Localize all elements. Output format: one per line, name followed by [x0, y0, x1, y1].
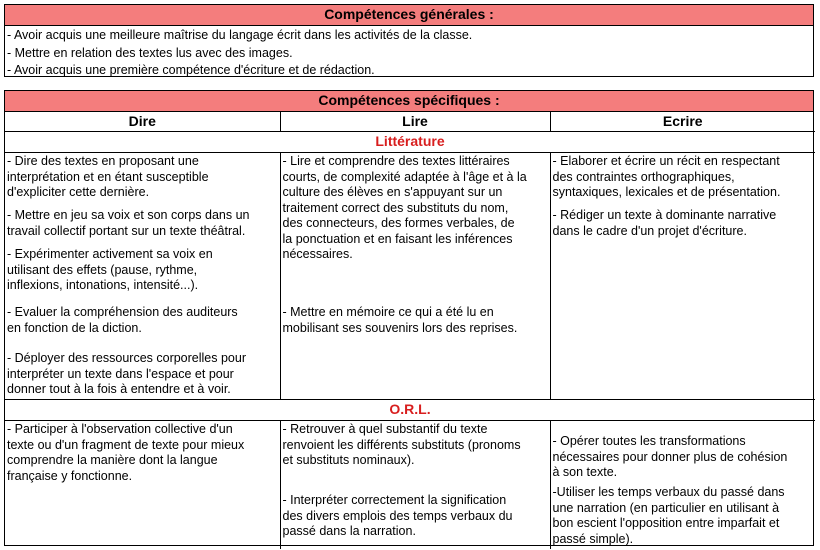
- competence-paragraph: - Opérer toutes les transformations nécessaires pour donner plus de cohésion à son texte.: [552, 434, 788, 479]
- competence-paragraph: - Interpréter correctement la signification des divers emplois des temps verbaux du passé dans la narration.: [282, 493, 513, 538]
- general-competence-item: - Mettre en relation des textes lus avec des images.: [7, 45, 293, 60]
- competences-table: [5, 112, 815, 549]
- section-title-litterature: Littérature: [5, 132, 815, 153]
- competence-paragraph: - Rédiger un texte à dominante narrative dans le cadre d'un projet d'écriture.: [552, 208, 777, 238]
- cell-orl-dire: [5, 421, 280, 550]
- cell-litterature-lire: [280, 153, 550, 400]
- cell-orl-ecrire: [550, 421, 815, 550]
- column-header-ecrire: Ecrire: [550, 112, 815, 132]
- competence-paragraph: - Lire et comprendre des textes littéraires courts, de complexité adaptée à l'âge et à la culture des élèves en s'appuyant sur un traitement correct des substituts du nom, des connecteurs, des formes verbales, de la ponctuation et en faisant les inférences nécessaires.: [282, 154, 527, 261]
- general-competences-box: [4, 4, 814, 77]
- section-title-row: [5, 132, 815, 153]
- competence-paragraph: - Retrouver à quel substantif du texte renvoient les différents substituts (pronoms et substituts nominaux).: [282, 422, 521, 467]
- section-content-row: [5, 153, 815, 400]
- cell-litterature-dire: [5, 153, 280, 400]
- competence-paragraph: - Mettre en mémoire ce qui a été lu en mobilisant ses souvenirs lors des reprises.: [282, 305, 518, 335]
- column-header-row: [5, 112, 815, 132]
- competence-paragraph: - Elaborer et écrire un récit en respectant des contraintes orthographiques, syntaxiques, lexicales et de présentation.: [552, 154, 781, 199]
- cell-orl-lire: [280, 421, 550, 550]
- competence-paragraph: - Dire des textes en proposant une interprétation et en étant susceptible d'expliciter cette dernière.: [7, 154, 209, 199]
- competence-paragraph: - Participer à l'observation collective d'un texte ou d'un fragment de texte pour mieux comprendre la manière dont la langue française y fonctionne.: [7, 422, 245, 483]
- general-competences-title: Compétences générales :: [5, 5, 813, 26]
- section-content-row: [5, 421, 815, 550]
- competence-paragraph: - Mettre en jeu sa voix et son corps dans un travail collectif portant sur un texte théâtral.: [7, 208, 250, 238]
- section-title-row: [5, 400, 815, 421]
- section-title-orl: O.R.L.: [5, 400, 815, 421]
- general-competence-item: - Avoir acquis une première compétence d'écriture et de rédaction.: [7, 63, 375, 77]
- competence-paragraph: - Evaluer la compréhension des auditeurs en fonction de la diction.: [7, 305, 238, 335]
- column-header-lire: Lire: [280, 112, 550, 132]
- specific-competences-title: Compétences spécifiques :: [5, 91, 813, 112]
- specific-competences-box: [4, 90, 814, 546]
- column-header-dire: Dire: [5, 112, 280, 132]
- competence-paragraph: - Expérimenter activement sa voix en utilisant des effets (pause, rythme, inflexions, intonations, intensité...).: [7, 247, 213, 292]
- general-competence-item: - Avoir acquis une meilleure maîtrise du langage écrit dans les activités de la classe.: [7, 28, 473, 42]
- cell-litterature-ecrire: [550, 153, 815, 400]
- general-competences-list: [5, 26, 813, 80]
- competence-paragraph: - Déployer des ressources corporelles pour interpréter un texte dans l'espace et pour donner tout à la fois à entendre et à voir.: [7, 351, 246, 396]
- competence-paragraph: -Utiliser les temps verbaux du passé dans une narration (en particulier en utilisant à bon escient l'opposition entre imparfait et passé simple).: [552, 485, 785, 546]
